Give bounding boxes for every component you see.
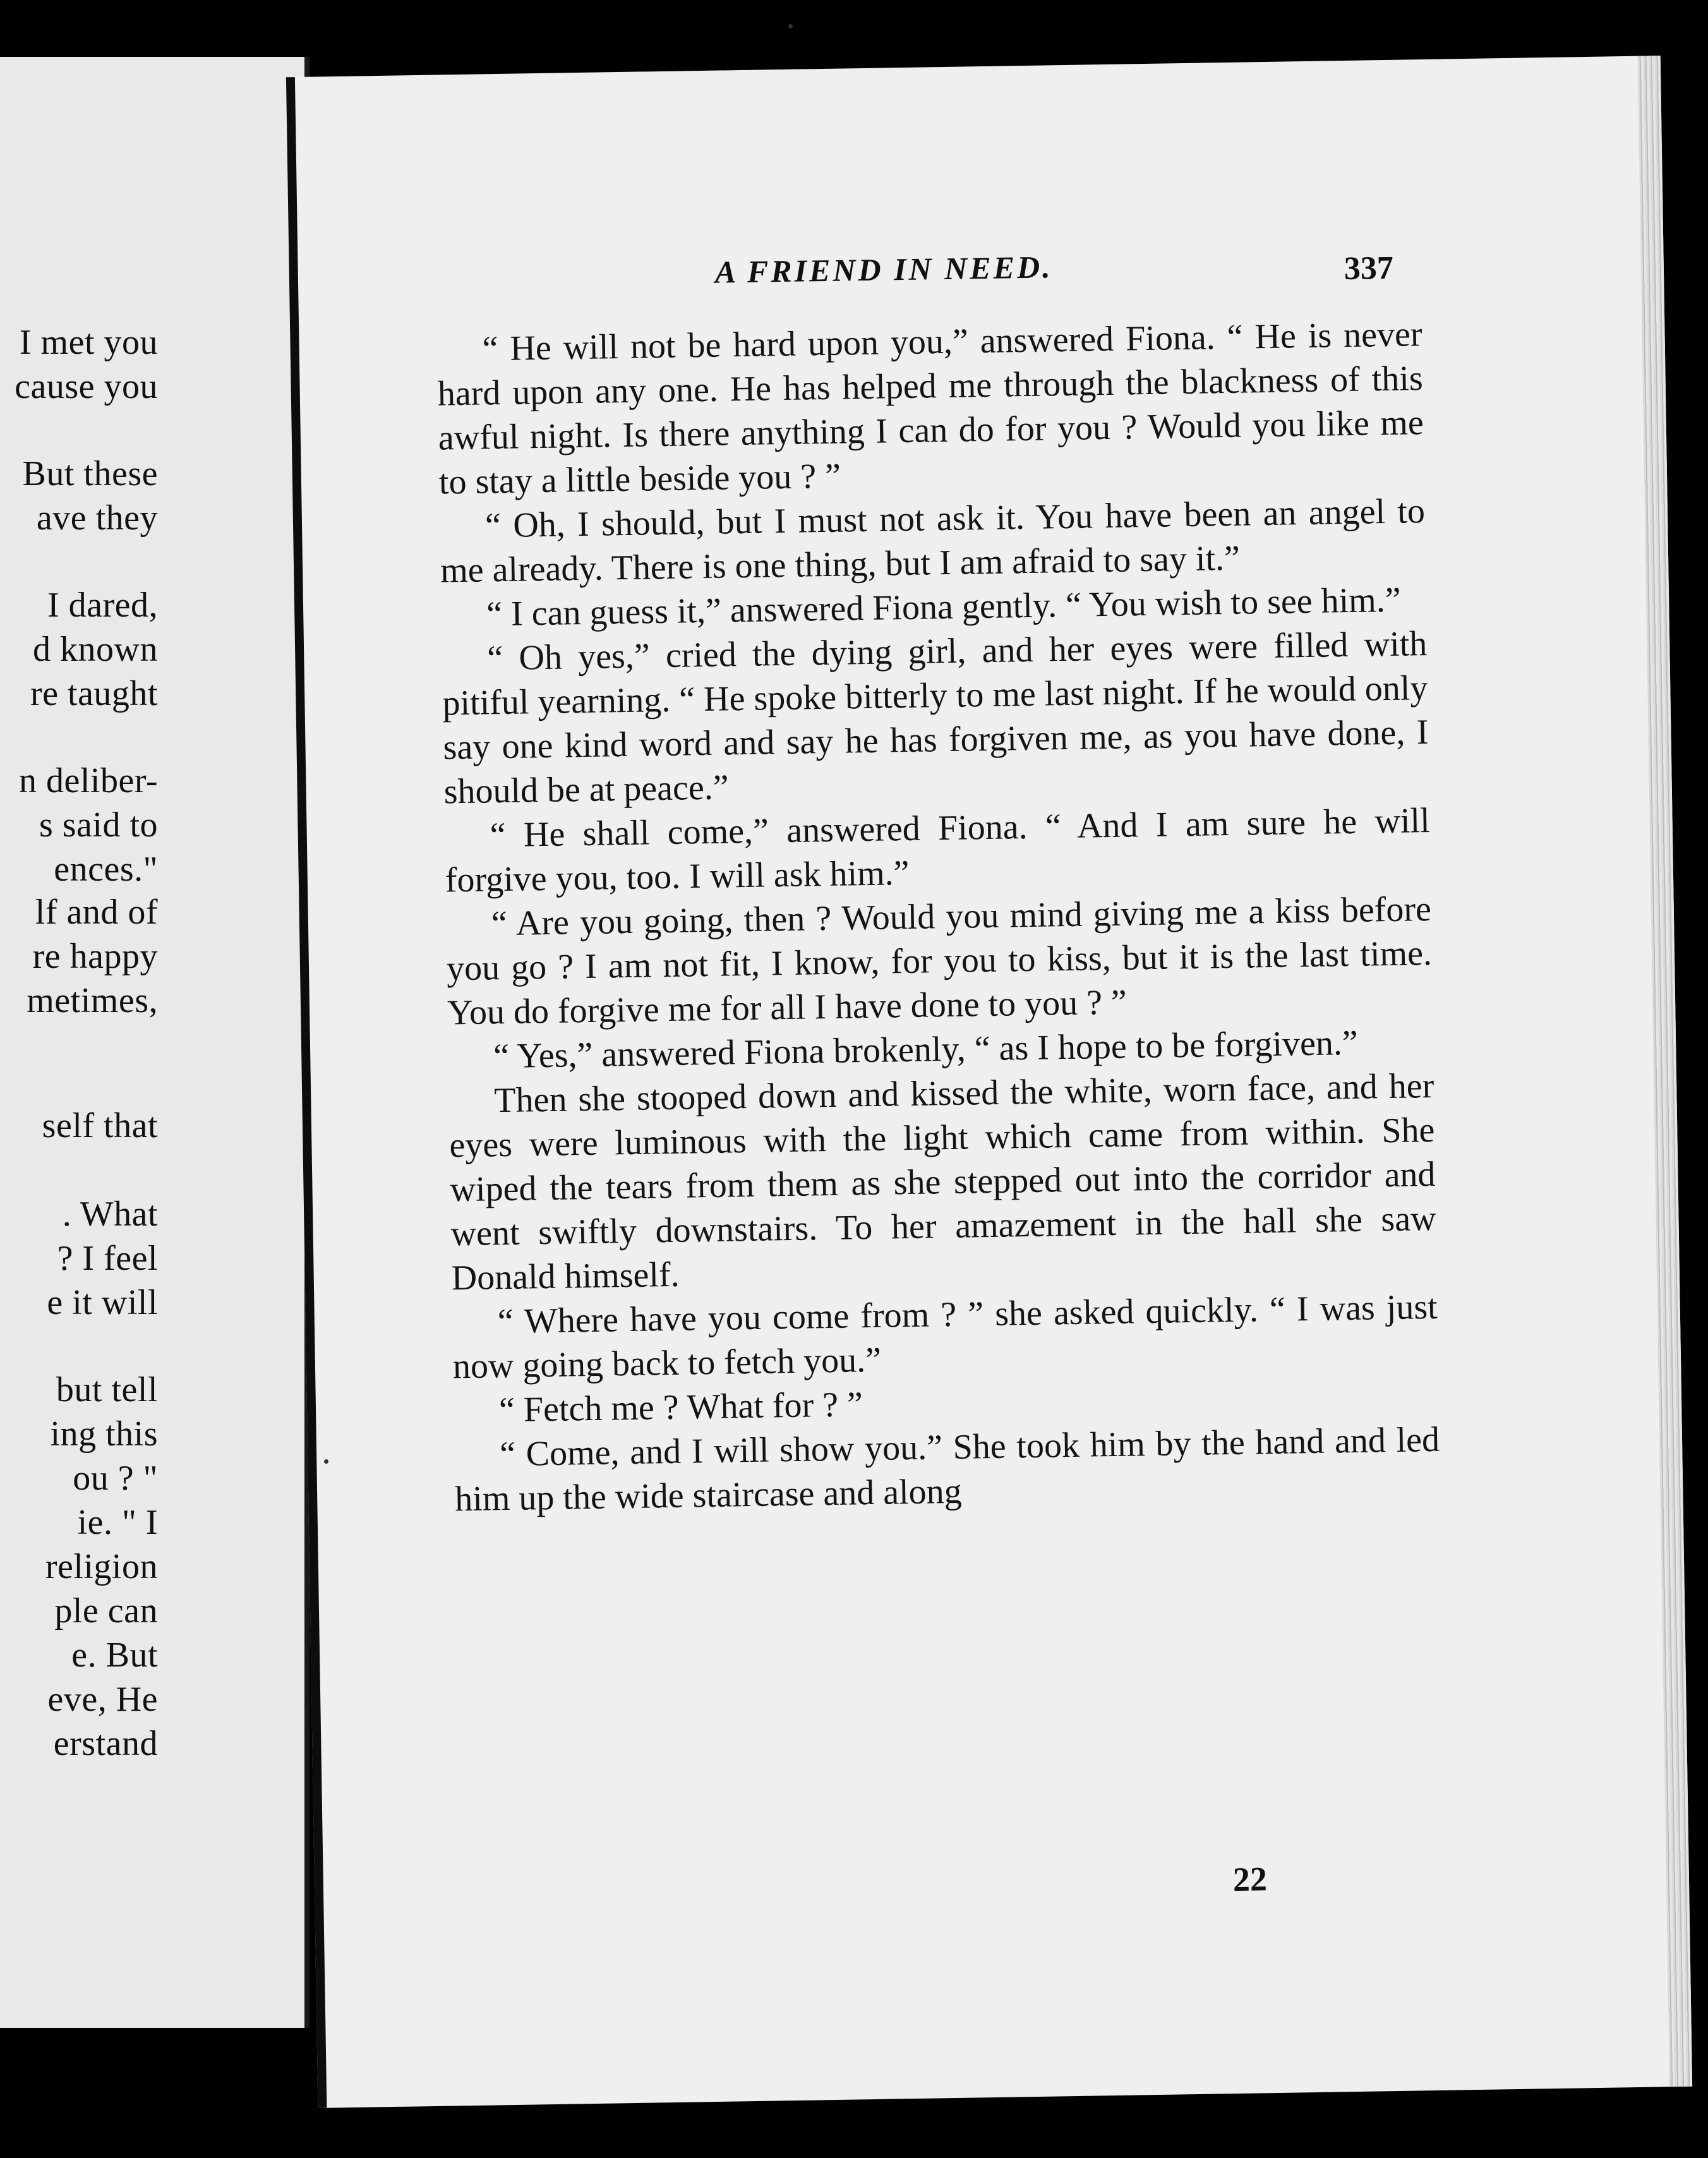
left-page-line: ? I feel (57, 1239, 158, 1278)
scan-speck (324, 1459, 328, 1464)
paragraph: “ Oh yes,” cried the dying girl, and her eyes were filled with pitiful yearning. “ He spoke bitterly to me last night. If he would only say one kind word and say he has forgiven me, as you have done, I should be at peace.” (442, 624, 1429, 812)
paragraph: “ Where have you come from ? ” she asked quickly. “ I was just now going back to fetch you.” (452, 1287, 1438, 1387)
paragraph: “ Oh, I should, but I must not ask it. You have been an angel to me already. There is one thing, but I am afraid to say it.” (440, 491, 1426, 591)
left-page-line: re happy (32, 937, 158, 976)
left-page-line: e it will (47, 1283, 158, 1322)
left-page-line: religion (45, 1547, 158, 1586)
paragraph: “ He shall come,” answered Fiona. “ And I am sure he will forgive you, too. I will ask him.” (445, 800, 1431, 900)
paragraph: “ Are you going, then ? Would you mind giving me a kiss before you go ? I am not fit, I know, for you to kiss, but it is the last time. You do forgive me for all I have done to you ? ” (446, 889, 1433, 1033)
left-page-line: ave they (36, 498, 158, 538)
page-edge (1638, 56, 1692, 2087)
left-page-line: n deliber- (18, 761, 158, 800)
page-number: 337 (1344, 250, 1394, 287)
left-page-line: But these (22, 454, 158, 493)
left-page-line: s said to (39, 805, 158, 845)
left-page-line: lf and of (35, 893, 158, 932)
left-page-line: metimes, (27, 981, 158, 1020)
left-page-line: I met you (19, 323, 158, 362)
left-page-line: ou ? " (73, 1459, 158, 1498)
scan-speck (788, 24, 793, 28)
left-page-line: cause you (15, 367, 158, 406)
paragraph: “ Fetch me ? What for ? ” (498, 1385, 863, 1430)
left-page-line: but tell (56, 1370, 158, 1409)
signature-mark: 22 (1232, 1860, 1268, 1899)
left-page-line: self that (42, 1106, 158, 1145)
left-page-line: ple can (54, 1591, 158, 1631)
body-text (436, 312, 1440, 1521)
left-page-line: d known (33, 630, 158, 669)
paragraph: “ Yes,” answered Fiona brokenly, “ as I hope to be forgiven.” (493, 1023, 1359, 1076)
right-page (286, 56, 1692, 2108)
left-page-line: eve, He (47, 1680, 158, 1719)
left-page-line: erstand (53, 1724, 158, 1763)
left-page-line: ences." (54, 850, 158, 889)
paragraph: “ Come, and I will show you.” She took him by the hand and led him up the wide staircase and along (454, 1420, 1440, 1519)
left-page-line: I dared, (47, 586, 158, 625)
paragraph: “ I can guess it,” answered Fiona gently. “ You wish to see him.” (486, 580, 1402, 634)
paragraph: “ He will not be hard upon you,” answered Fiona. “ He is never hard upon any one. He has helped me through the blackness of this awful night. Is there anything I can do for you ? Would you like me to stay a little beside you ? ” (437, 315, 1424, 502)
running-head: A FRIEND IN NEED. (714, 249, 1053, 290)
left-page-line: re taught (30, 674, 158, 713)
left-page (0, 57, 310, 2028)
paragraph: Then she stooped down and kissed the white, worn face, and her eyes were luminous with the light which came from within. She wiped the tears from them as she stepped out into the corridor and went swiftly downstairs. To her amazement in the hall she saw Donald himself. (448, 1066, 1436, 1298)
left-page-line: ie. " I (77, 1503, 158, 1542)
left-page-line: . What (62, 1195, 158, 1234)
left-page-line: e. But (71, 1636, 158, 1675)
left-page-line: ing this (50, 1414, 158, 1454)
